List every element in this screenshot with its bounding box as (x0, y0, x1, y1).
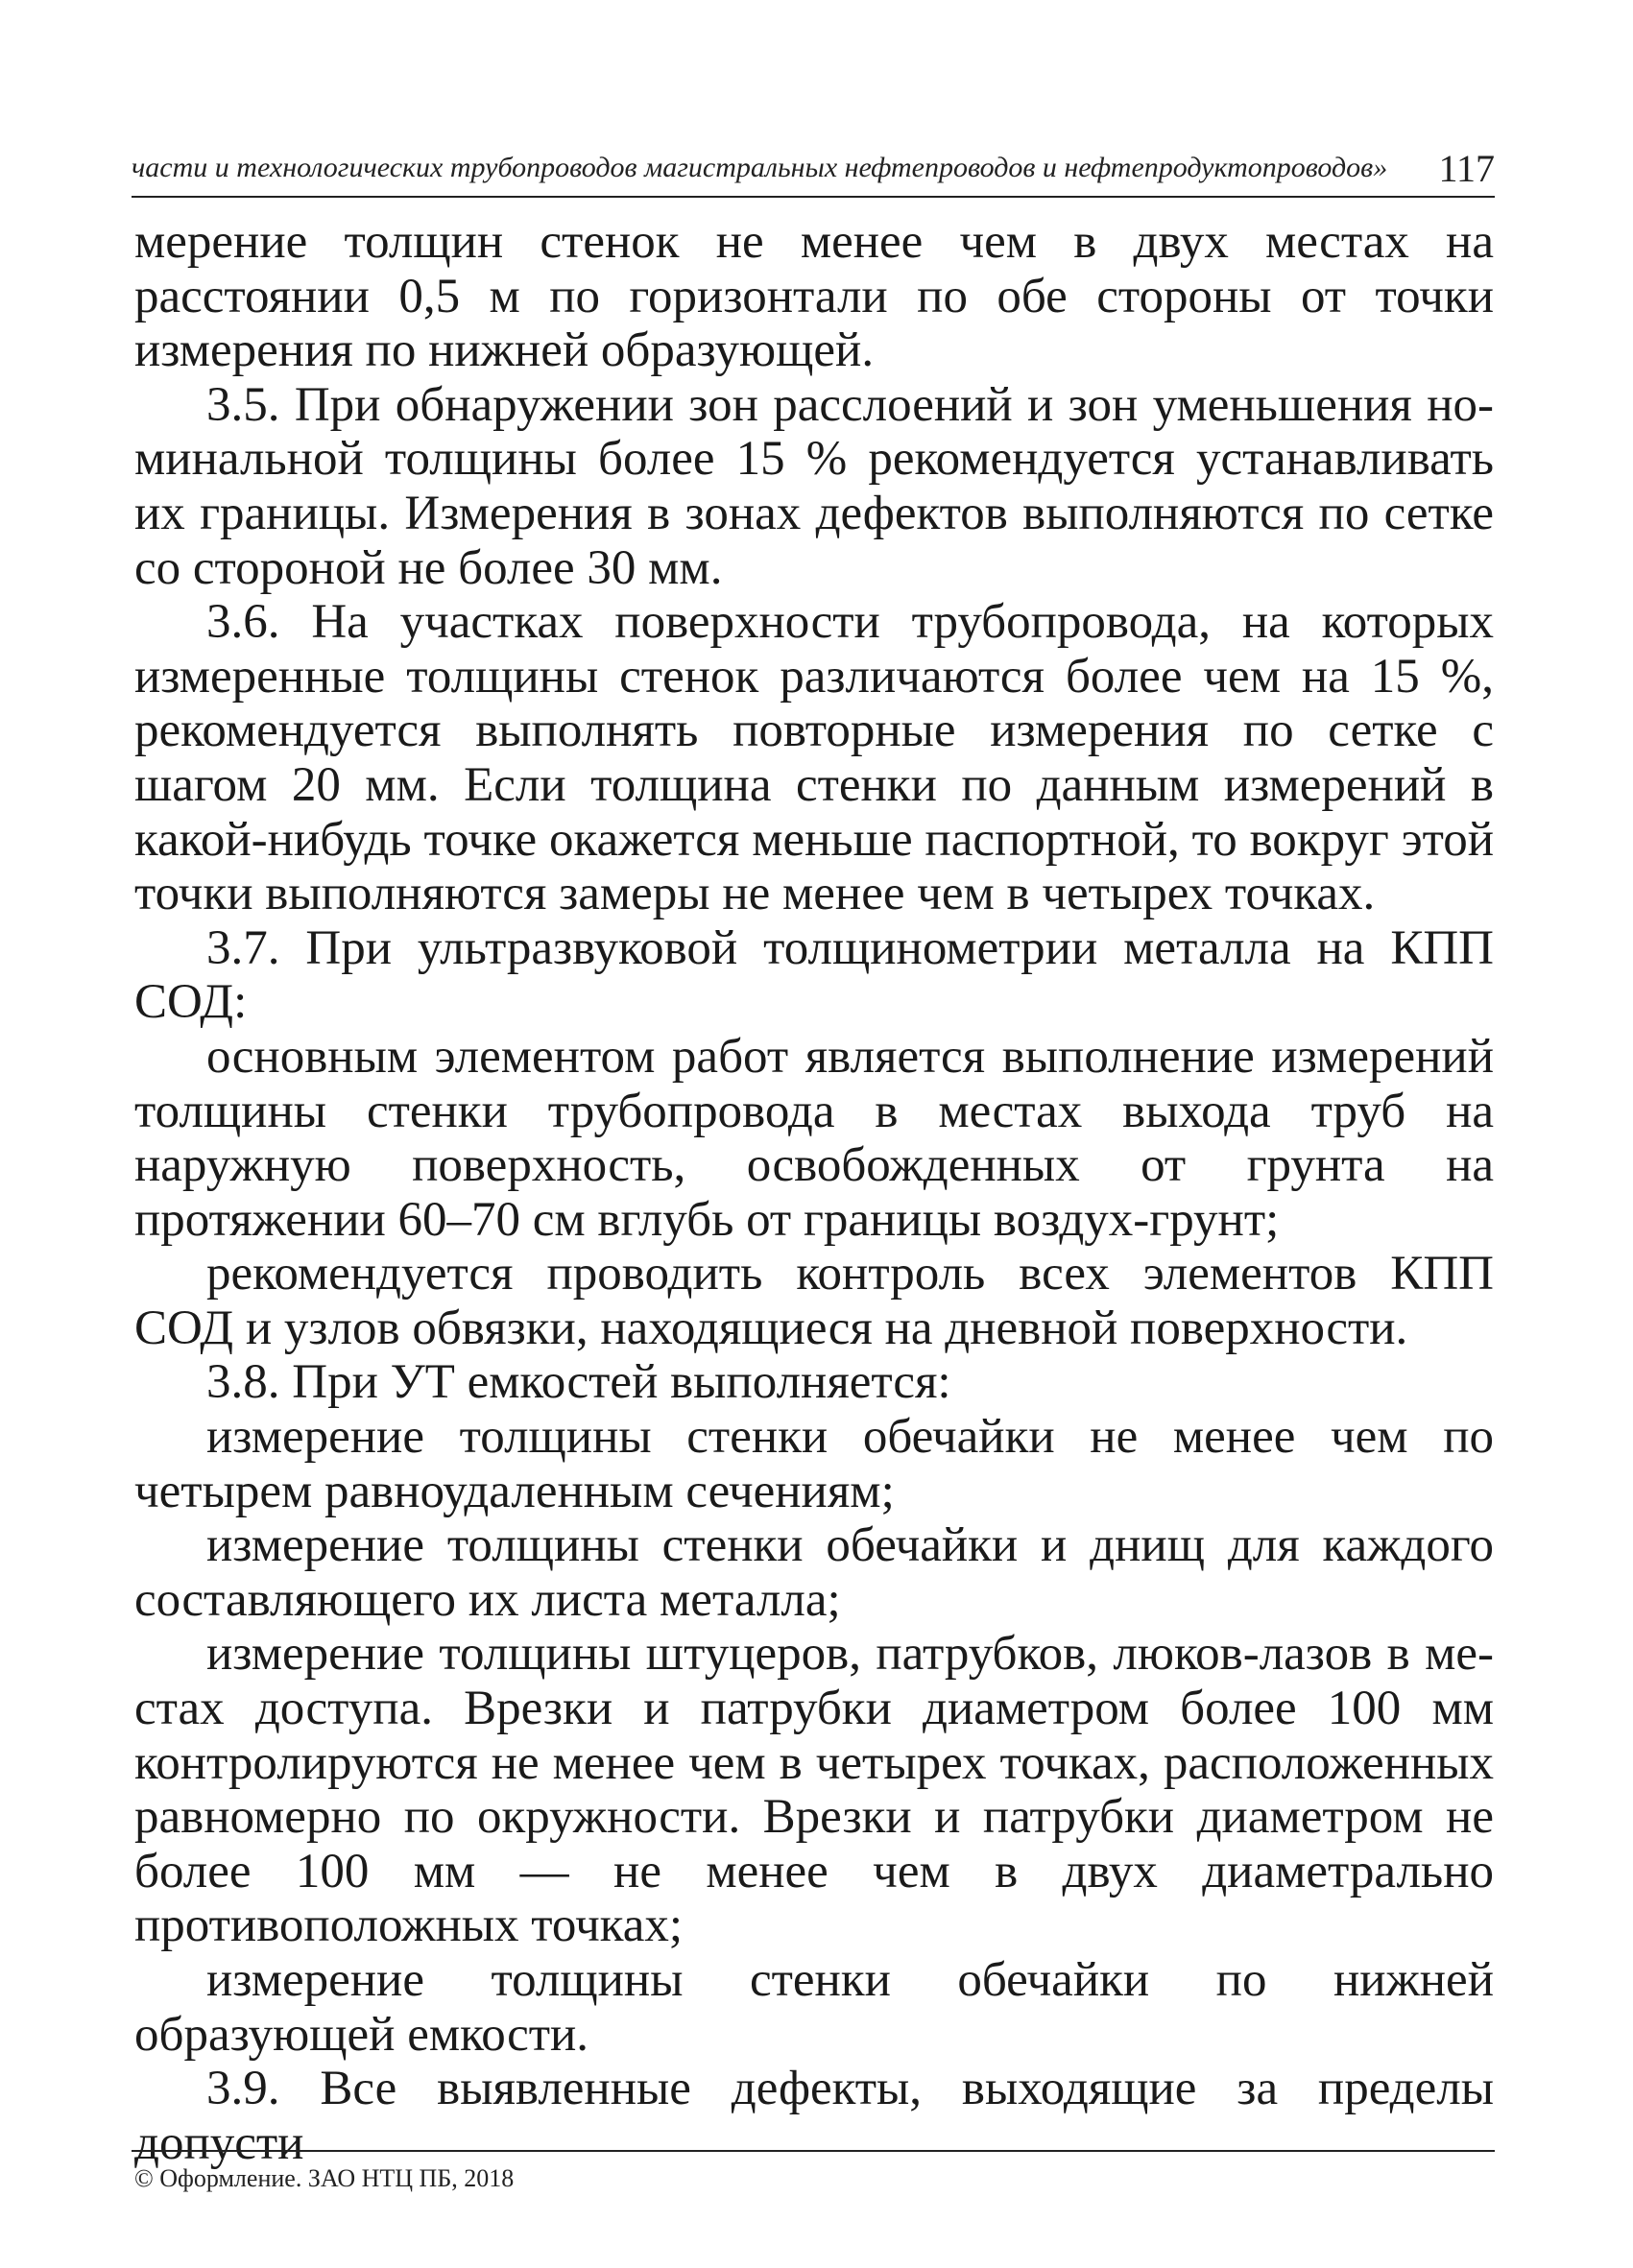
paragraph-3-8-item-3: измерение толщины штуцеров, патрубков, люков-лазов в местах доступа. Врезки и патрубки диаметром более 100 мм контролируются не менее чем в четырех точках, расположенных равномерно по окружности. Врезки и патрубки диаметром не более 100 мм — не менее чем в двух диаметрально противоположных точках; (134, 1627, 1494, 1953)
paragraph-3-8: 3.8. При УТ емкостей выполняется: (206, 1355, 951, 1410)
paragraph-3-9: 3.9. Все выявленные дефекты, выходящие за пределы допусти (134, 2062, 1494, 2170)
paragraph-continuation: мерение толщин стенок не менее чем в двух местах на расстоянии 0,5 м по горизонтали по обе стороны от точки измерения по нижней образующей. (134, 215, 1494, 378)
running-title: части и технологических трубопроводов магистральных нефтепроводов и нефтепродуктопроводов» (132, 152, 1388, 183)
paragraph-3-7-item-2: рекомендуется проводить контроль всех элементов КПП СОД и узлов обвязки, находящиеся на дневной поверхности. (134, 1247, 1494, 1355)
paragraph-3-8-item-4: измерение толщины стенки обечайки по нижней образующей емкости. (134, 1953, 1494, 2062)
page-number: 117 (1438, 147, 1495, 190)
paragraph-3-8-item-1: измерение толщины стенки обечайки не менее чем по четырем равноудаленным сечениям; (134, 1410, 1494, 1518)
body-text (134, 215, 1494, 2170)
paragraph-3-7: 3.7. При ультразвуковой толщинометрии металла на КПП СОД: (134, 920, 1494, 1030)
footer-rule (132, 2150, 1495, 2152)
paragraph-3-6: 3.6. На участках поверхности трубопровода, на которых измеренные толщины стенок различаются более чем на 15 %, рекомендуется выполнять повторные измерения по сетке с шагом 20 мм. Если толщина стенки по данным измерений в какой-нибудь точке окажется меньше паспортной, то вокруг этой точки выполняются замеры не менее чем в четырех точках. (134, 595, 1494, 921)
paragraph-3-8-item-2: измерение толщины стенки обечайки и днищ для каждого составляющего их листа металла; (134, 1518, 1494, 1627)
paragraph-3-5: 3.5. При обнаружении зон расслоений и зон уменьшения номинальной толщины более 15 % рекомендуется устанавливать их границы. Измерения в зонах дефектов выполняются по сетке со стороной не более 30 мм. (134, 377, 1494, 595)
paragraph-3-7-item-1: основным элементом работ является выполнение измерений толщины стенки трубопровода в местах выхода труб на наружную поверхность, освобожденных от грунта на протяжении 60–70 см вглубь от границы воздух-грунт; (134, 1029, 1494, 1247)
running-header (132, 142, 1495, 198)
copyright-notice: © Оформление. ЗАО НТЦ ПБ, 2018 (134, 2164, 515, 2192)
